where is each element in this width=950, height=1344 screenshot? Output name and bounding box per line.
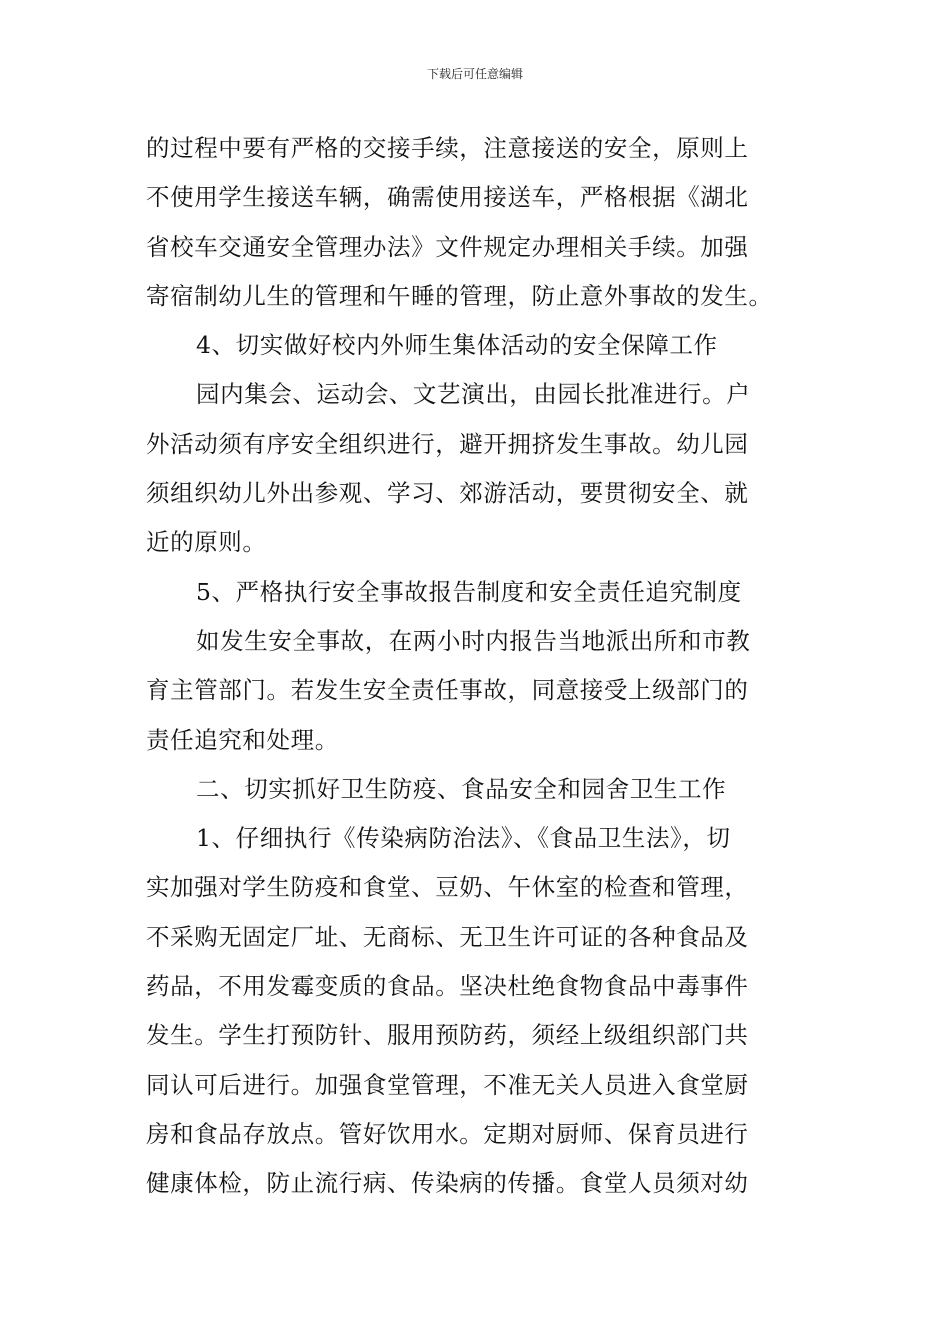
paragraph-start: 1、仔细执行《传染病防治法》、《食品卫生法》，切 — [196, 824, 731, 853]
text-line: 同认可后进行。加强食堂管理，不准无关人员进入食堂厨 — [146, 1070, 749, 1099]
section-heading: 4、切实做好校内外师生集体活动的安全保障工作 — [196, 331, 718, 360]
text-line: 寄宿制幼儿生的管理和午睡的管理，防止意外事故的发生。 — [146, 281, 773, 310]
section-heading: 5、严格执行安全事故报告制度和安全责任追究制度 — [196, 577, 742, 606]
text-line: 不使用学生接送车辆，确需使用接送车，严格根据《湖北 — [146, 183, 749, 212]
text-line: 责任追究和处理。 — [146, 725, 339, 754]
text-line: 发生。学生打预防针、服用预防药，须经上级组织部门共 — [146, 1021, 749, 1050]
text-line: 的过程中要有严格的交接手续，注意接送的安全，原则上 — [146, 134, 749, 162]
text-line: 健康体检，防止流行病、传染病的传播。食堂人员须对幼 — [146, 1169, 749, 1198]
section-heading: 二、切实抓好卫生防疫、食品安全和园舍卫生工作 — [196, 774, 727, 803]
text-line: 实加强对学生防疫和食堂、豆奶、午休室的检查和管理， — [146, 873, 749, 902]
page-header: 下载后可任意编辑 — [426, 67, 523, 81]
paragraph-start: 园内集会、运动会、文艺演出，由园长批准进行。户 — [196, 380, 751, 409]
text-line: 房和食品存放点。管好饮用水。定期对厨师、保育员进行 — [146, 1119, 749, 1148]
text-line: 省校车交通安全管理办法》文件规定办理相关手续。加强 — [146, 232, 749, 261]
text-line: 近的原则。 — [146, 528, 267, 557]
text-line: 育主管部门。若发生安全责任事故，同意接受上级部门的 — [146, 676, 749, 705]
document-body — [146, 124, 806, 1209]
text-line: 不采购无固定厂址、无商标、无卫生许可证的各种食品及 — [146, 922, 749, 951]
text-line: 外活动须有序安全组织进行，避开拥挤发生事故。幼儿园 — [146, 429, 749, 458]
paragraph-start: 如发生安全事故，在两小时内报告当地派出所和市教 — [196, 626, 751, 655]
text-line: 须组织幼儿外出参观、学习、郊游活动，要贯彻安全、就 — [146, 479, 749, 508]
text-line: 药品，不用发霉变质的食品。坚决杜绝食物食品中毒事件 — [146, 972, 749, 1001]
